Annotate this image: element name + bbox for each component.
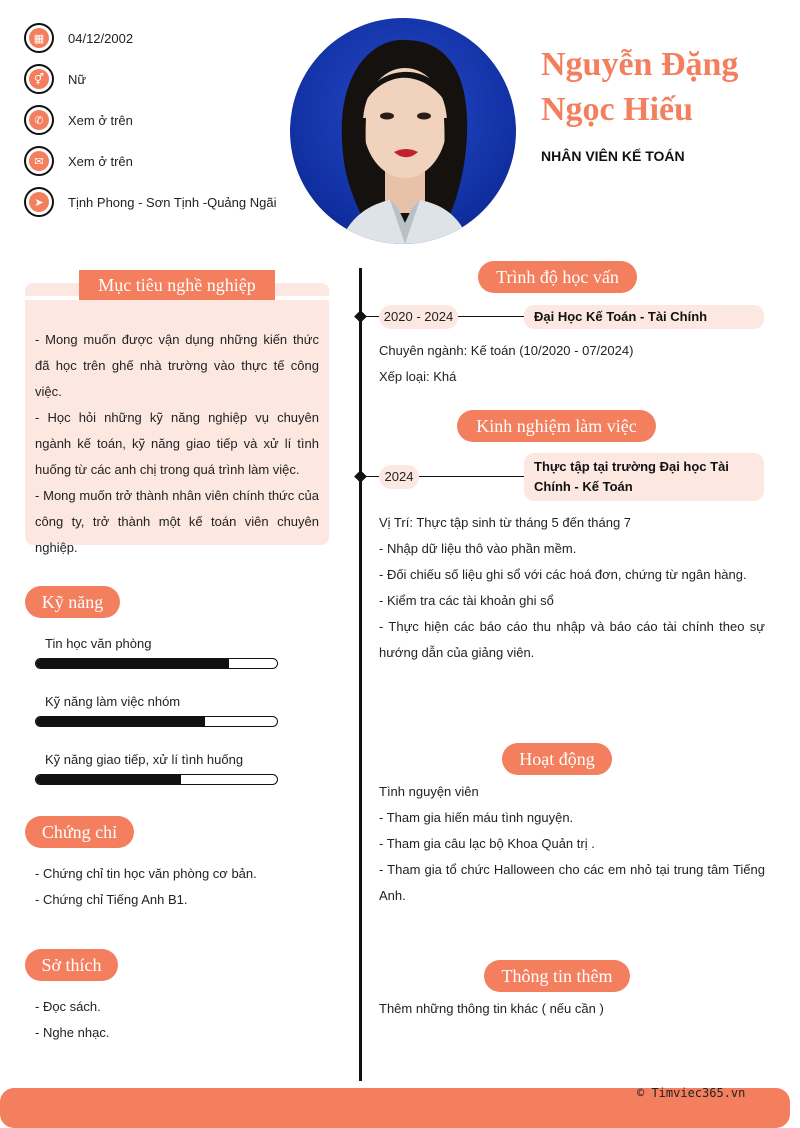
education-heading: Trình độ học vấn xyxy=(478,261,637,293)
name-line-2: Ngọc Hiếu xyxy=(541,91,694,128)
activity-line: - Tham gia tổ chức Halloween cho các em nhỏ tại trung tâm Tiếng Anh. xyxy=(379,862,765,903)
location-icon: ➤ xyxy=(24,187,54,217)
timeline-line xyxy=(359,268,362,1081)
skill-bar-fill xyxy=(36,717,205,726)
experience-line: Vị Trí: Thực tập sinh từ tháng 5 đến tháng 7 xyxy=(379,515,632,530)
skill-bar-fill xyxy=(36,659,229,668)
timeline-connector xyxy=(419,476,524,477)
experience-line: - Kiểm tra các tài khoản ghi sổ xyxy=(379,593,554,608)
list-item: - Chứng chỉ Tiếng Anh B1. xyxy=(35,892,188,907)
objective-divider-right xyxy=(275,296,329,300)
objective-divider-left xyxy=(25,296,79,300)
education-details xyxy=(379,338,765,390)
calendar-icon: ▦ xyxy=(24,23,54,53)
skill-label: Kỹ năng làm việc nhóm xyxy=(45,694,181,709)
footer-credit: © Timviec365.vn xyxy=(637,1086,746,1100)
certificates-heading: Chứng chỉ xyxy=(25,816,134,848)
skill-label: Kỹ năng giao tiếp, xử lí tình huống xyxy=(45,752,244,767)
avatar xyxy=(290,18,516,244)
birthday-text: 04/12/2002 xyxy=(68,30,134,46)
timeline-connector xyxy=(362,316,380,317)
list-item: - Chứng chỉ tin học văn phòng cơ bản. xyxy=(35,866,257,881)
experience-line: - Nhập dữ liệu thô vào phần mềm. xyxy=(379,541,577,556)
gender-icon: ⚥ xyxy=(24,64,54,94)
certificates-list xyxy=(35,861,257,913)
hobbies-heading: Sở thích xyxy=(25,949,118,981)
contact-birthday xyxy=(24,21,133,55)
education-line: Chuyên ngành: Kế toán (10/2020 - 07/2024) xyxy=(379,343,634,358)
phone-text: Xem ở trên xyxy=(68,112,133,128)
education-line: Xếp loại: Khá xyxy=(379,369,457,384)
skills-heading: Kỹ năng xyxy=(25,586,120,618)
objective-text: - Mong muốn được vận dụng những kiến thức đã học trên ghế nhà trường vào thực tế công việc. - Học hỏi những kỹ năng nghiệp vụ chuyên ngành kế toán, kỹ năng giao tiếp và xử lí tình huống từ các anh chị trong quá trình làm việc. - Mong muốn trở thành nhân viên chính thức của công ty, trở thành một kế toán viên chuyên nghiệp. xyxy=(35,332,319,555)
name-line-1: Nguyễn Đặng xyxy=(541,46,739,83)
timeline-connector xyxy=(458,316,524,317)
activity-line: - Tham gia câu lạc bộ Khoa Quản trị . xyxy=(379,836,595,851)
education-date: 2020 - 2024 xyxy=(379,305,458,329)
extra-heading: Thông tin thêm xyxy=(484,960,630,992)
mail-icon: ✉ xyxy=(24,146,54,176)
skill-bar xyxy=(35,716,278,727)
skill-bar xyxy=(35,658,278,669)
education-school: Đại Học Kế Toán - Tài Chính xyxy=(524,305,764,329)
contact-email xyxy=(24,144,133,178)
phone-icon: ✆ xyxy=(24,105,54,135)
experience-line: - Thực hiện các báo cáo thu nhập và báo cáo tài chính theo sự hướng dẫn của giảng viên. xyxy=(379,619,765,660)
objective-heading: Mục tiêu nghề nghiệp xyxy=(79,270,275,300)
experience-company: Thực tập tại trường Đại học Tài Chính - Kế Toán xyxy=(524,453,764,501)
hobbies-list xyxy=(35,994,109,1046)
activities-heading: Hoạt động xyxy=(502,743,612,775)
list-item: - Nghe nhạc. xyxy=(35,1025,110,1040)
list-item: - Đọc sách. xyxy=(35,999,101,1014)
activity-line: Tình nguyện viên xyxy=(379,784,479,799)
contact-phone xyxy=(24,103,133,137)
gender-text: Nữ xyxy=(68,71,87,87)
activities-details xyxy=(379,779,765,909)
email-text: Xem ở trên xyxy=(68,153,133,169)
skill-label: Tin học văn phòng xyxy=(45,636,152,651)
experience-details xyxy=(379,510,765,666)
timeline-connector xyxy=(362,476,380,477)
profile-photo xyxy=(290,18,516,244)
candidate-name xyxy=(541,42,791,132)
contact-address xyxy=(24,185,276,219)
extra-text: Thêm những thông tin khác ( nếu cần ) xyxy=(379,1001,604,1016)
experience-line: - Đối chiếu số liệu ghi sổ với các hoá đơn, chứng từ ngân hàng. xyxy=(379,567,747,582)
skill-bar xyxy=(35,774,278,785)
address-text: Tịnh Phong - Sơn Tịnh -Quảng Ngãi xyxy=(68,194,277,210)
experience-heading: Kinh nghiệm làm việc xyxy=(457,410,656,442)
job-title: NHÂN VIÊN KẾ TOÁN xyxy=(541,148,685,164)
activity-line: - Tham gia hiến máu tình nguyện. xyxy=(379,810,574,825)
experience-date: 2024 xyxy=(379,465,419,489)
contact-gender xyxy=(24,62,86,96)
skill-bar-fill xyxy=(36,775,181,784)
